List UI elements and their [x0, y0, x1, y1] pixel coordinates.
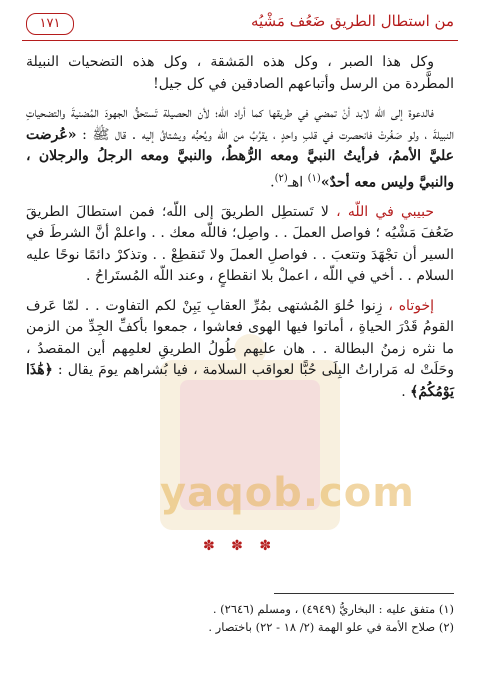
paragraph-lead: إخوتاه ،: [388, 297, 434, 314]
paragraph-text: زِنوا حُلوَ المُشتهى بمُرِّ العقابِ يَبِنْ لكم التفاوت . . لمّا عَرف القومُ قَدْرَ الحياةِ ، أماتوا فيها الهوى فعاشوا ، جمعوا بأكفِّ الجِدِّ من الزمن ما نثره زمنُ البطالة . . هان عليهم طُولُ الطريقِ لعلمِهم أين المقصدُ ، وحَلَتْ له مَراراتُ البِلَى حُبًّا لعواقب السلامة ، فيا بُشراهم يومَ يقال :: [26, 297, 454, 379]
footnote: (٢) صلاح الأمة في علو الهمة (٢/ ١٨ - ٢٢) باختصار .: [208, 620, 454, 634]
paragraph-text: فالدعوة إلى اللّه لابد أنْ تمضي في طريقها كما أراد اللّه؛ لأن الحصيلة تَستحقُّ الجهودَ المُضنيةَ والتضحياتِ النبيلةَ ، ولو صَغُرتْ فانحصرت في قلبِ واحدٍ ، يقرُبُ من اللّه ويُحبُّه ويشتاقُ إليه . قال ﷺ :: [26, 105, 454, 143]
footnotes: [26, 600, 454, 636]
hadith-quote: «عُرضت عليَّ الأممُ، فرأيتُ النبيَّ ومعه الرُّهطُ، والنبيَّ ومعه الرجلُ والرجلان ، والنبيَّ وليس معه أحدٌ»: [26, 126, 454, 191]
section-separator: ✽ ✽ ✽: [202, 538, 278, 554]
paragraph-lead: حبيبي في اللّه ،: [336, 203, 434, 220]
page-header: [22, 10, 458, 40]
quran-quote: ﴿هَٰذَا يَوْمُكُمُ﴾: [26, 362, 454, 400]
paragraph-text: وكل هذا الصبر ، وكل هذه المَشقة ، وكل هذه التضحيات النبيلة المطَّردة من الرسل وأتباعهم الصادقين في كل جيل!: [26, 54, 454, 92]
footnote-mark[interactable]: (١): [307, 172, 321, 184]
page-number: ١٧١: [26, 13, 74, 35]
paragraph: [26, 52, 454, 95]
watermark-text: yaqob.com: [160, 470, 415, 516]
running-title: من استطال الطريق ضَعُف مَشْيُه: [250, 12, 454, 30]
footnote-mark[interactable]: (٢): [274, 172, 288, 184]
body-text: [26, 52, 454, 411]
footnote-rule: [274, 593, 454, 594]
header-rule: [22, 40, 458, 41]
paragraph: فالدعوة إلى اللّه لابد أنْ تمضي في طريقها كما أراد اللّه؛ لأن الحصيلة تَستحقُّ الجهودَ المُضنيةَ والتضحياتِ النبيلةَ ، ولو صَغُرتْ فانحصرت في قلبِ واحدٍ ، يقرُبُ من اللّه ويُحبُّه ويشتاقُ إليه . قال ﷺ : «عُرضت عليَّ الأممُ، فرأيتُ النبيَّ ومعه الرُّهطُ، والنبيَّ ومعه الرجلُ والرجلان ، والنبيَّ وليس معه أحدٌ»$^{(١)}$ اهـ$^{(٢)}$.: [26, 105, 454, 191]
footnote: (١) متفق عليه : البخاريُّ (٤٩٤٩) ، ومسلم (٢٦٤٦) .: [212, 602, 454, 616]
paragraph: إخوتاه ، زِنوا حُلوَ المُشتهى بمُرِّ العقابِ يَبِنْ لكم التفاوت . . لمّا عَرف القومُ قَدْرَ الحياةِ ، أماتوا فيها الهوى فعاشوا ، جمعوا بأكفِّ الجِدِّ من الزمن ما نثره زمنُ البطالة . . هان عليهم طُولُ الطريقِ لعلمِهم أين المقصدُ ، وحَلَتْ له مَراراتُ البِلَى حُبًّا لعواقب السلامة ، فيا بُشراهم يومَ يقال : ﴿هَٰذَا يَوْمُكُمُ﴾ .: [26, 297, 454, 400]
citation-tail: اهـ: [287, 174, 304, 191]
paragraph-text: لا تَستطِل الطريقَ إلى اللّه؛ فمن استطالَ الطريقَ ضَعُفَ مَشْيُه ؛ فواصل العملَ . . واصِل؛ فاللّه معك . . واعلمْ أنَّ الشرطَ في السير أن تجْهَدَ وتتعبَ . . فواصلِ العملَ ولا تَنقطِعْ . . وتذكرْ دائمًا نوحًا عليه السلام . . أخي في اللّه ، اعملْ بلا انقطاعٍ ، وعند اللّه المُستَراحُ .: [26, 203, 454, 285]
paragraph: [26, 202, 454, 288]
